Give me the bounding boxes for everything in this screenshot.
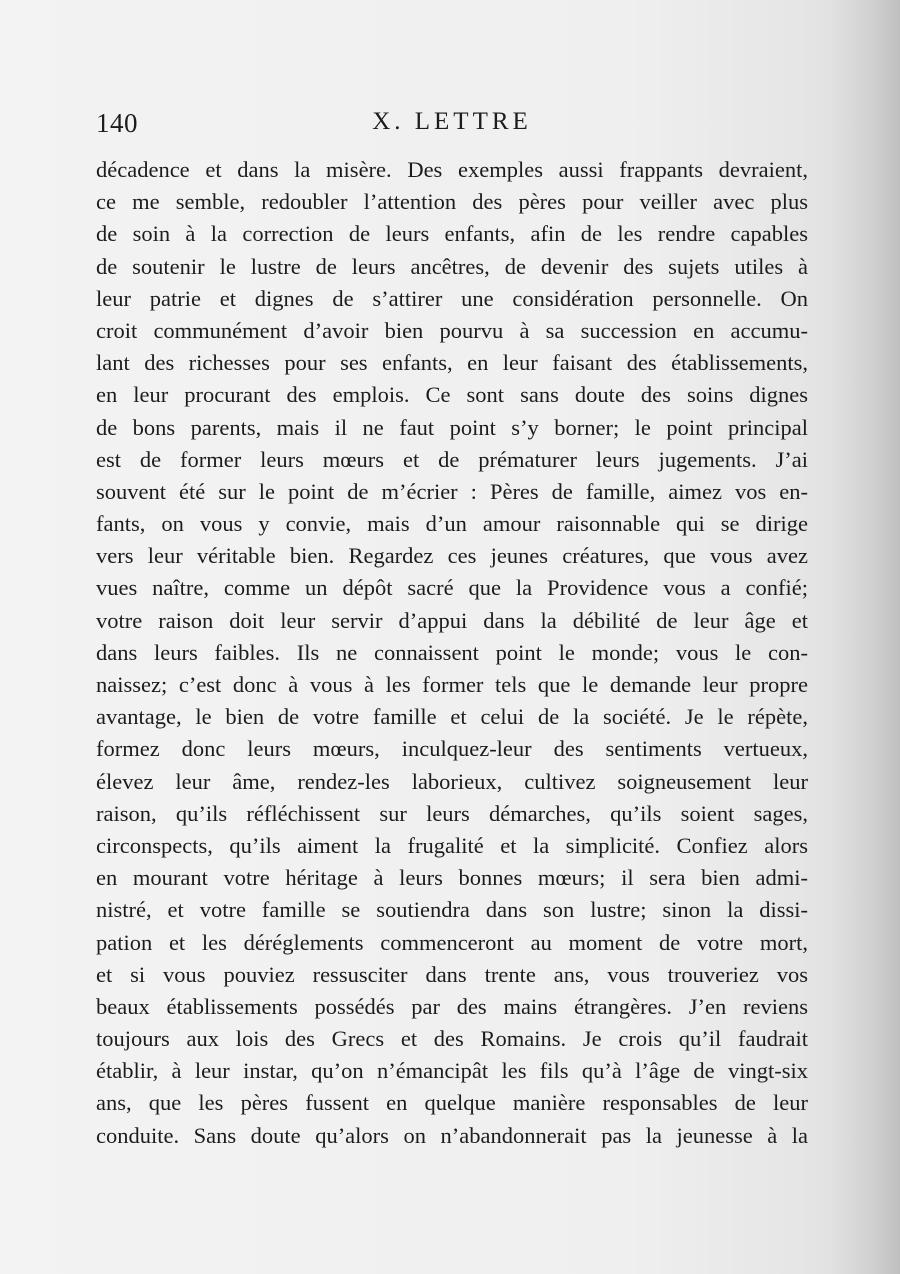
text-line: de soutenir le lustre de leurs ancêtres, de devenir des sujets utiles à [96, 253, 808, 279]
text-line: fants, on vous y convie, mais d’un amour raisonnable qui se dirige [96, 511, 808, 537]
running-title: X. LETTRE [372, 108, 532, 135]
page-edge-shadow [830, 0, 900, 1274]
text-line: est de former leurs mœurs et de prématurer leurs jugements. J’ai [96, 446, 808, 472]
page-number: 140 [96, 108, 138, 138]
text-line: ans, que les pères fussent en quelque manière responsables de leur [96, 1090, 808, 1116]
text-line: lant des richesses pour ses enfants, en leur faisant des établissements, [96, 350, 808, 376]
text-line: conduite. Sans doute qu’alors on n’abandonnerait pas la jeunesse à la [96, 1122, 808, 1148]
text-line: nistré, et votre famille se soutiendra dans son lustre; sinon la dissi- [96, 897, 808, 923]
page-header [96, 108, 808, 144]
text-line: pation et les déréglements commenceront au moment de votre mort, [96, 929, 808, 955]
text-line: établir, à leur instar, qu’on n’émancipât les fils qu’à l’âge de vingt-six [96, 1058, 808, 1084]
text-line: élevez leur âme, rendez-les laborieux, cultivez soigneusement leur [96, 768, 808, 794]
text-line: circonspects, qu’ils aiment la frugalité et la simplicité. Confiez alors [96, 832, 808, 858]
text-line: toujours aux lois des Grecs et des Romains. Je crois qu’il faudrait [96, 1026, 808, 1052]
text-line: avantage, le bien de votre famille et celui de la société. Je le répète, [96, 704, 808, 730]
text-line: raison, qu’ils réfléchissent sur leurs démarches, qu’ils soient sages, [96, 800, 808, 826]
text-line: de bons parents, mais il ne faut point s’y borner; le point principal [96, 414, 808, 440]
text-line: en leur procurant des emplois. Ce sont sans doute des soins dignes [96, 382, 808, 408]
text-line: de soin à la correction de leurs enfants, afin de les rendre capables [96, 221, 808, 247]
text-line: souvent été sur le point de m’écrier : Pères de famille, aimez vos en- [96, 478, 808, 504]
text-line: votre raison doit leur servir d’appui dans la débilité de leur âge et [96, 607, 808, 633]
text-line: beaux établissements possédés par des mains étrangères. J’en reviens [96, 993, 808, 1019]
text-line: vues naître, comme un dépôt sacré que la Providence vous a confié; [96, 575, 808, 601]
text-line: naissez; c’est donc à vous à les former tels que le demande leur propre [96, 672, 808, 697]
body-text [96, 154, 808, 1152]
text-line: et si vous pouviez ressusciter dans trente ans, vous trouveriez vos [96, 961, 808, 987]
text-line: ce me semble, redoubler l’attention des pères pour veiller avec plus [96, 189, 808, 215]
text-line: formez donc leurs mœurs, inculquez-leur des sentiments vertueux, [96, 736, 808, 762]
text-line: croit communément d’avoir bien pourvu à sa succession en accumu- [96, 317, 808, 343]
text-line: en mourant votre héritage à leurs bonnes mœurs; il sera bien admi- [96, 865, 808, 891]
text-line: leur patrie et dignes de s’attirer une considération personnelle. On [96, 285, 808, 311]
text-line: décadence et dans la misère. Des exemples aussi frappants devraient, [96, 157, 808, 182]
text-line: dans leurs faibles. Ils ne connaissent point le monde; vous le con- [96, 639, 808, 665]
text-line: vers leur véritable bien. Regardez ces jeunes créatures, que vous avez [96, 543, 808, 569]
